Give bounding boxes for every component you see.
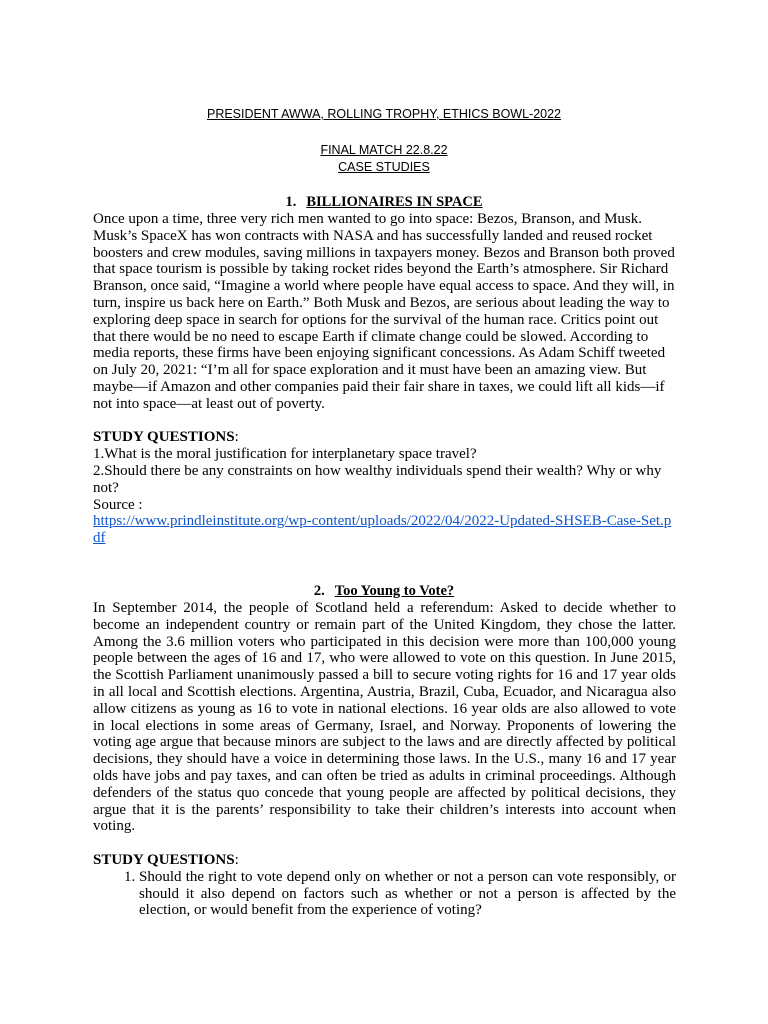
section2-study-colon: : (234, 851, 239, 868)
section1-source-link[interactable]: https://www.prindleinstitute.org/wp-content/uploads/2022/04/2022-Updated-SHSEB-Case-Set.pdf (93, 513, 672, 547)
section1-question-2: 2.Should there be any constraints on how wealthy individuals spend their wealth? Why or why not? (93, 462, 662, 496)
section1-heading (0, 194, 768, 211)
section2-number: 2. (313, 583, 325, 599)
section1-source-label: Source : (93, 496, 143, 513)
header-title: PRESIDENT AWWA, ROLLING TROPHY, ETHICS BOWL-2022 (206, 107, 562, 121)
section2-question-1: 1. Should the right to vote depend only on whether or not a person can vote responsibly, or should it also depend on factors such as whether or not a person is affected by the election, or would benefit from the experience of voting? (139, 869, 676, 919)
section2-body: In September 2014, the people of Scotland held a referendum: Asked to decide whether to become an independent country or remain part of the United Kingdom, they chose the latter. Among the 3.6 million voters who participated in this decision were more than 100,000 young people between the ages of 16 and 17, who were allowed to vote on this question. In June 2015, the Scottish Parliament unanimously passed a bill to secure voting rights for 16 and 17 year olds in all local and Scottish elections. Argentina, Austria, Brazil, Cuba, Ecuador, and Nicaragua also allow citizens as young as 16 to vote in national elections. 16 year olds are also allowed to vote in local elections in some areas of Germany, Israel, and Norway. Proponents of lowering the voting age argue that because minors are subject to the laws and are directly affected by political decisions, they should have a voice in determining those laws. In the U.S., many 16 and 17 year olds have jobs and pay taxes, and can often be tried as adults in criminal proceedings. Although defenders of the status quo concede that young people are affected by political decisions, they argue that it is the parents’ responsibility to take their children’s interests into account when voting. (93, 600, 676, 835)
section1-study-label: STUDY QUESTIONS (93, 429, 235, 446)
section2-heading (0, 583, 768, 600)
section1-study-questions (93, 429, 676, 446)
section1-title: BILLIONAIRES IN SPACE (306, 194, 483, 210)
section2-question-list (93, 869, 676, 919)
section1-number: 1. (285, 194, 297, 210)
section1-question-1: 1.What is the moral justification for interplanetary space travel? (93, 446, 477, 463)
section1-block (93, 211, 676, 547)
header-case-studies: CASE STUDIES (338, 160, 430, 174)
section2-block (93, 600, 676, 919)
section2-study-questions (93, 852, 676, 869)
section2-study-label: STUDY QUESTIONS (93, 851, 235, 868)
section2-title: Too Young to Vote? (334, 583, 455, 599)
header-match: FINAL MATCH 22.8.22 (320, 143, 448, 157)
section1-study-colon: : (234, 429, 239, 446)
section1-body: Once upon a time, three very rich men wanted to go into space: Bezos, Branson, and Musk. Musk’s SpaceX has won contracts with NASA and has successfully landed and reused rocket boosters and crew modules, saving millions in taxpayers money. Bezos and Branson both proved that space tourism is possible by taking rocket rides beyond the Earth’s atmosphere. Sir Richard Branson, once said, “Imagine a world where people have equal access to space. And they will, in turn, inspire us back here on Earth.” Both Musk and Bezos, are serious about leading the way to exploring deep space in search for options for the survival of the human race. Critics point out that there would be no need to escape Earth if climate change could be slowed. According to media reports, these firms have been enjoying significant concessions. As Adam Schiff tweeted on July 20, 2021: “I’m all for space exploration and it must have been an amazing view. But maybe—if Amazon and other companies paid their fair share in taxes, we could lift all kids—if not into space—at least out of poverty. (93, 211, 675, 412)
